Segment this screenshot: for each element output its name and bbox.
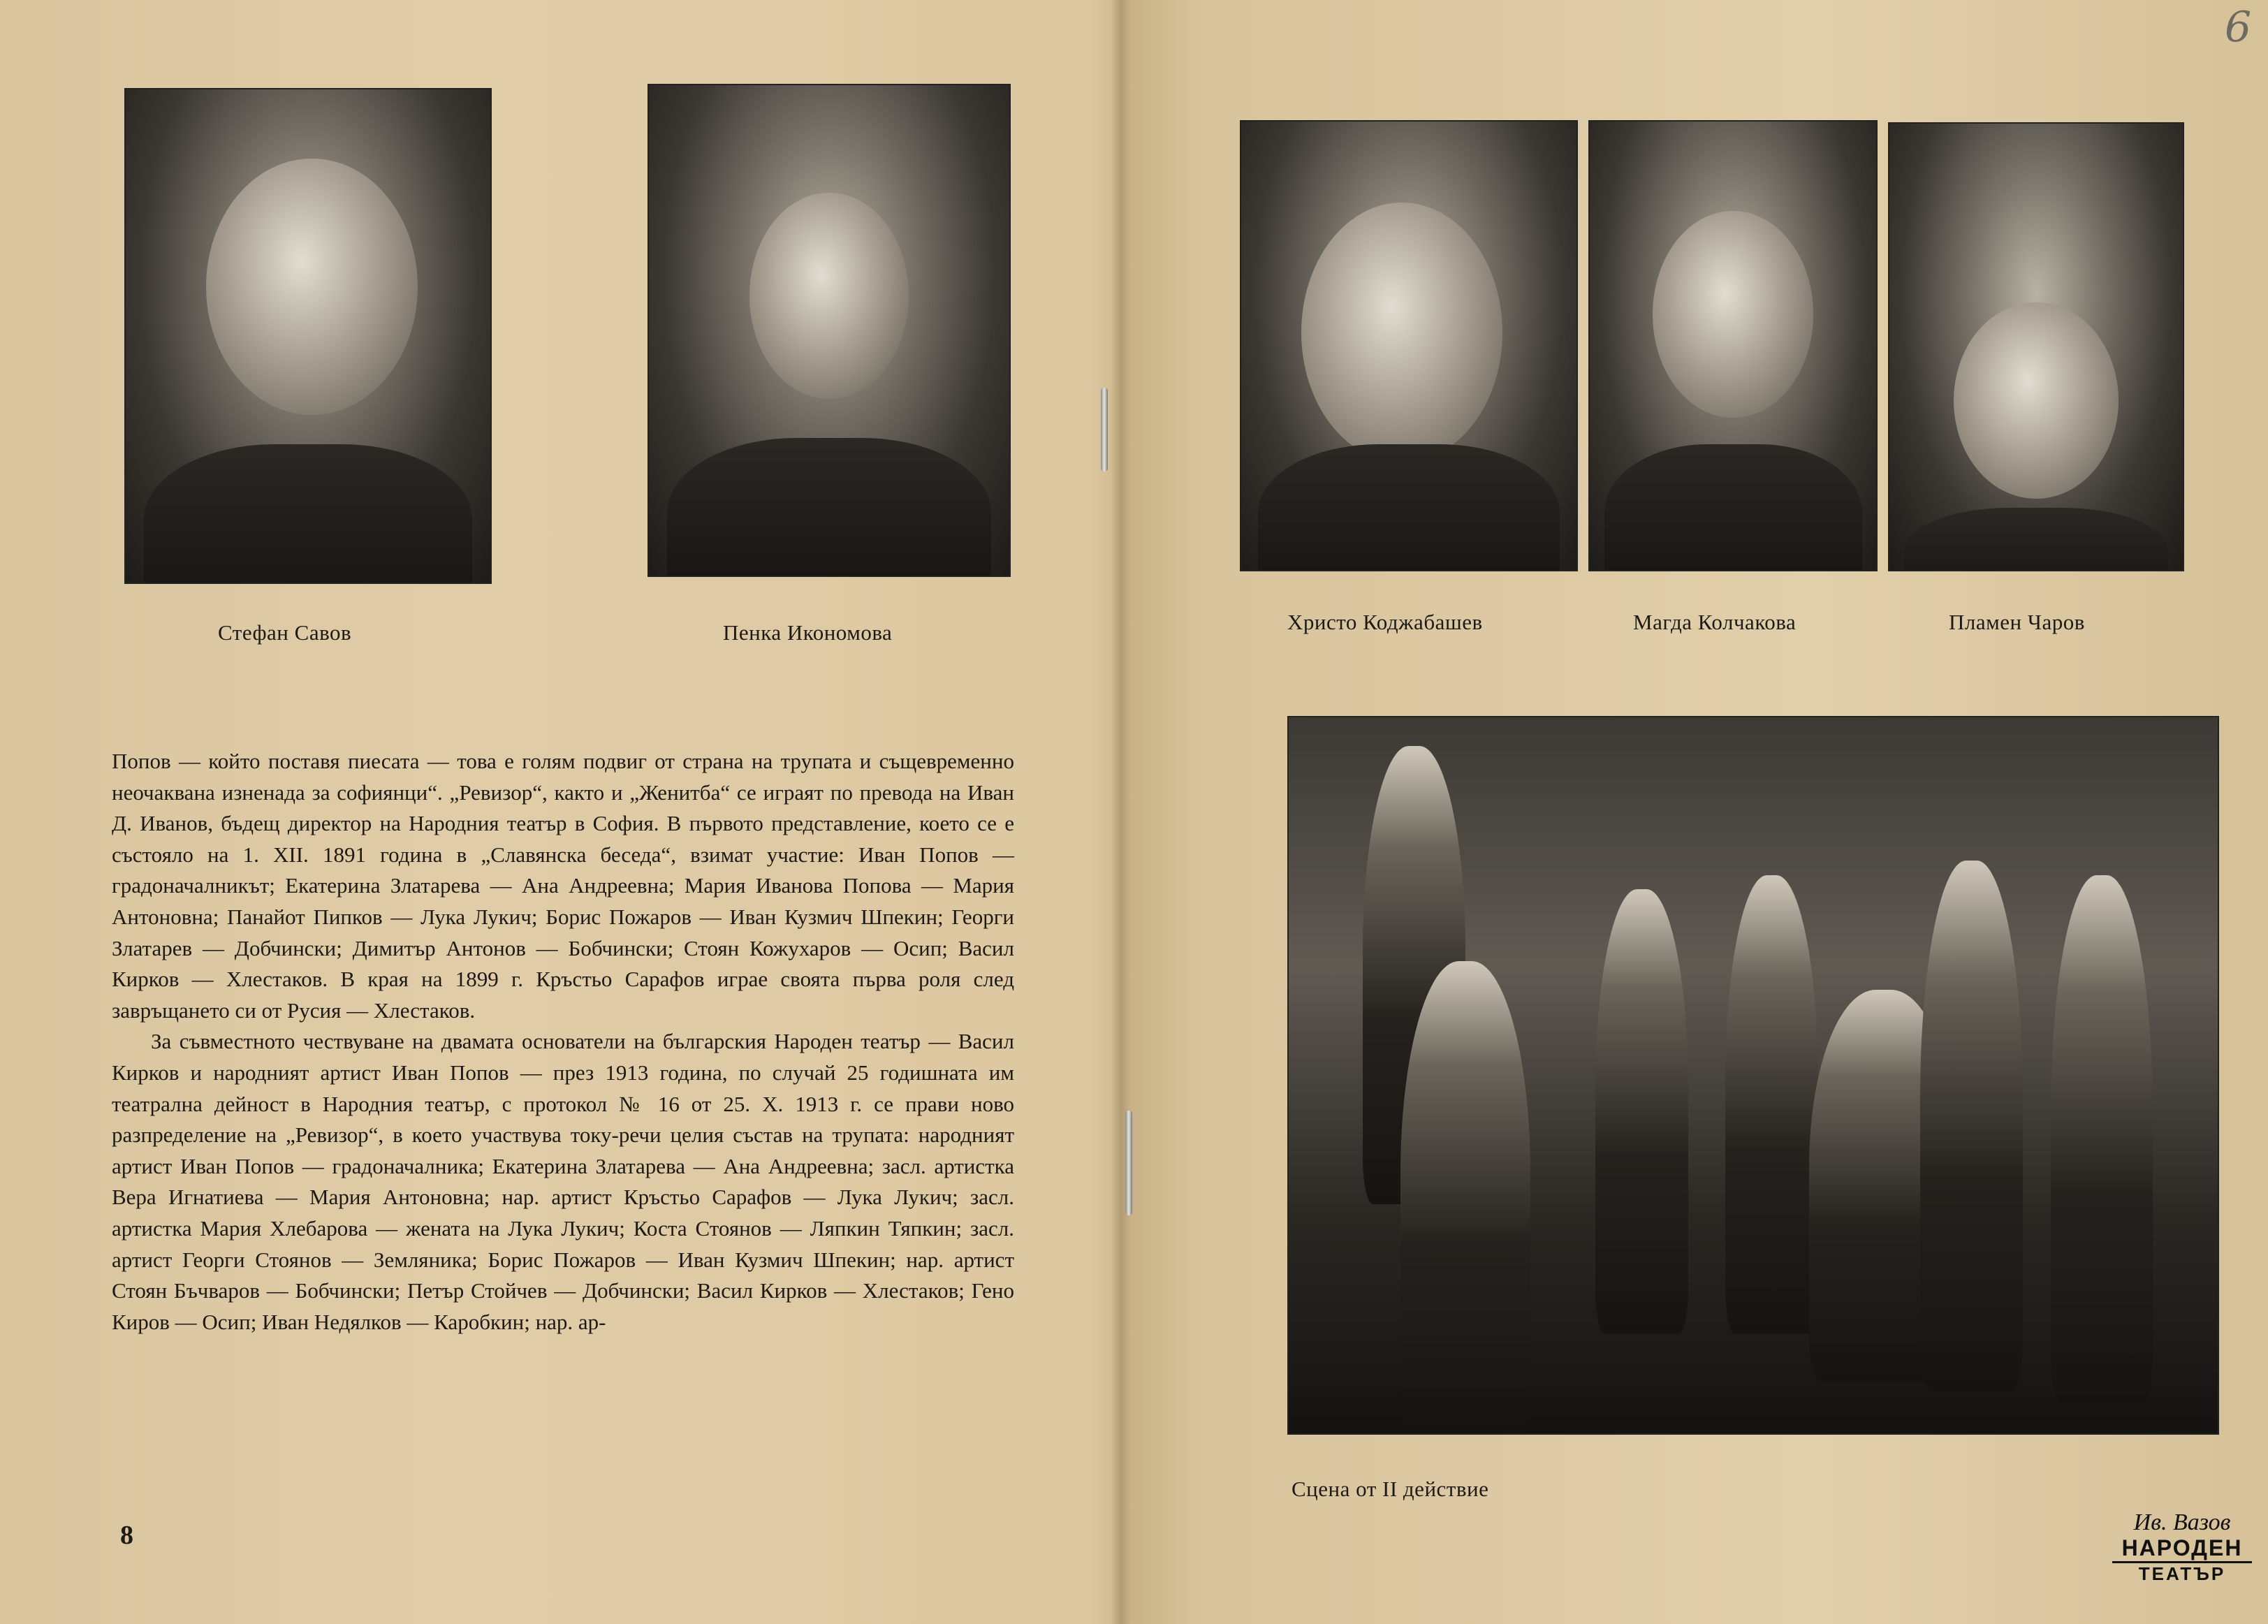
portrait-caption: Магда Колчакова <box>1633 610 1797 634</box>
scene-photo <box>1287 716 2219 1435</box>
portrait-photo-stefan-savov <box>124 88 492 584</box>
page-number: 8 <box>120 1521 133 1550</box>
portrait-photo-penka-ikonomova <box>648 84 1011 577</box>
paragraph: Попов — който поставя пиесата — това е голям подвиг от страна на трупата и същевременно неочаквана изненада за софиянци“. „Ревизор“, както и „Женитба“ се играят по превода на Иван Д. Иванов, бъдещ директор на Народния театър в София. В първото представление, което се е състояло на 1. XII. 1891 година в „Славянска беседа“, взимат участие: Иван Попов — градоначалникът; Екатерина Златарева — Ана Андреевна; Мария Иванова Попова — Мария Антоновна; Панайот Пипков — Лука Лукич; Борис Пожаров — Иван Кузмич Шпекин; Георги Златарев — Добчински; Димитър Антонов — Бобчински; Стоян Кожухаров — Осип; Васил Кирков — Хлестаков. В края на 1899 г. Кръстьо Сарафов играе своята първа роля след завръщането си от Русия — Хлестаков. <box>112 749 1014 1023</box>
handwritten-page-mark: 6 <box>2225 3 2252 52</box>
national-theatre-logo <box>2112 1510 2252 1585</box>
left-page <box>0 0 1118 1624</box>
portrait-caption: Пенка Икономова <box>723 620 893 645</box>
portrait-caption: Стефан Савов <box>218 620 352 645</box>
portrait-caption: Христо Коджабашев <box>1287 610 1483 634</box>
portrait-photo-plamen-charov <box>1888 122 2184 571</box>
staple-bottom <box>1125 1111 1132 1215</box>
logo-line-2: ТЕАТЪР <box>2138 1563 2226 1584</box>
portrait-photo-hristo-kodzhabashev <box>1240 120 1578 571</box>
portrait-photo-magda-kolchakova <box>1588 120 1878 571</box>
logo-line-1: НАРОДЕН <box>2112 1535 2252 1563</box>
scene-caption: Сцена от II действие <box>1292 1477 1489 1501</box>
article-text <box>112 746 1014 1338</box>
logo-signature: Ив. Вазов <box>2133 1509 2231 1535</box>
portrait-caption: Пламен Чаров <box>1949 610 2085 634</box>
paragraph: За съвместното чествуване на двамата основатели на българския Народен театър — Васил Кирков и народният артист Иван Попов — през 1913 година, по случай 25 годишната им театрална дейност в Народния театър, с протокол № 16 от 25. X. 1913 г. се прави ново разпределение на „Ревизор“, в което участвува току-речи целия състав на трупата: народният артист Иван Попов — градоначалника; Екатерина Златарева — Ана Андреевна; засл. артистка Вера Игнатиева — Мария Антоновна; нар. артист Кръстьо Сарафов — Лука Лукич; засл. артистка Мария Хлебарова — жената на Лука Лукич; Коста Стоянов — Ляпкин Тяпкин; засл. артист Георги Стоянов — Земляника; Борис Пожаров — Иван Кузмич Шпекин; нар. артист Стоян Бъчваров — Бобчински; Петър Стойчев — Добчински; Васил Кирков — Хлестаков; Гено Киров — Осип; Иван Недялков — Каробкин; нар. ар- <box>112 1029 1014 1334</box>
